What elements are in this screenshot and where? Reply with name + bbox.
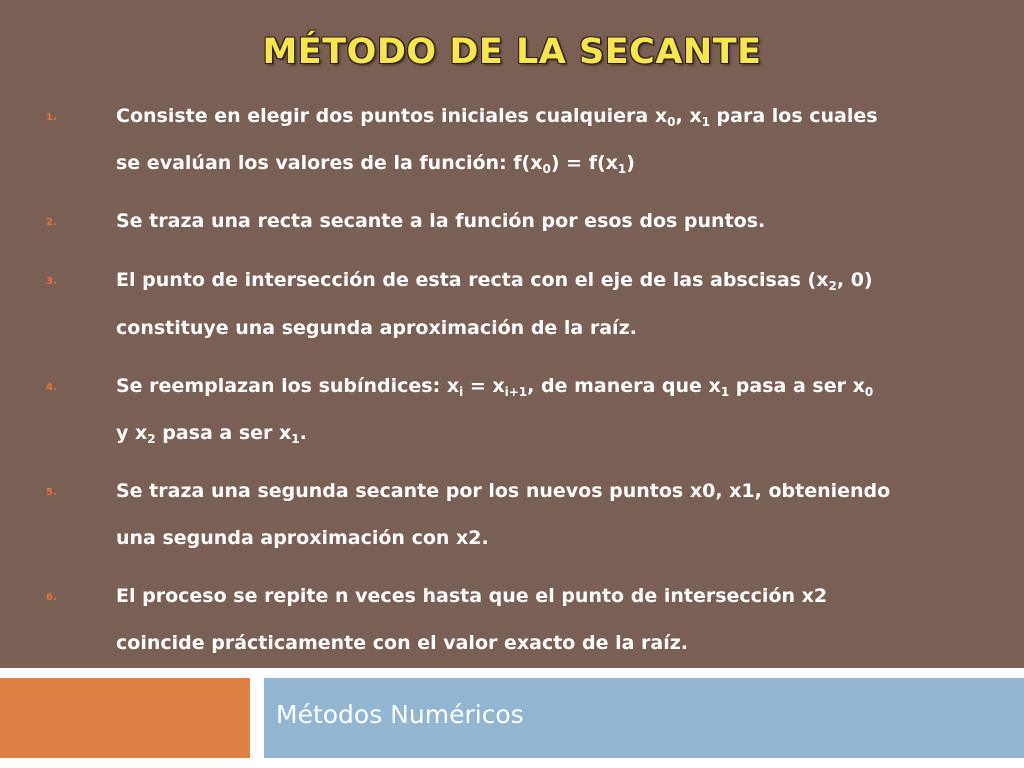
item-line: una segunda aproximación con x2. [116,527,489,549]
list-number: 3. [46,276,57,287]
footer-label: Métodos Numéricos [276,700,524,729]
item-line: Se traza una recta secante a la función por esos dos puntos. [116,210,766,232]
item-line: coincide prácticamente con el valor exacto de la raíz. [116,632,688,654]
list-number: 1. [46,112,57,123]
item-line: se evalúan los valores de la función: $f(x_0) = f(x_1)$ [116,152,635,176]
item-line: constituye una segunda aproximación de la raíz. [116,317,637,339]
list-number: 5. [46,487,57,498]
footer-accent-block [0,678,250,758]
list-number: 6. [46,592,57,603]
item-line: y $x_2$ pasa a ser $x_1$. [116,422,307,446]
item-line: Se traza una segunda secante por los nuevos puntos x0, x1, obteniendo [116,480,891,502]
list-number: 4. [46,382,57,393]
list-number: 2. [46,217,57,228]
slide-title: MÉTODO DE LA SECANTE [262,32,762,72]
item-line: Se reemplazan los subíndices: $x_i = x_{i+1}$, de manera que $x_1$ pasa a ser $x_0$ [116,375,874,399]
item-line: El proceso se repite n veces hasta que el punto de intersección x2 [116,585,828,607]
item-line: Consiste en elegir dos puntos iniciales cualquiera $x_0$, $x_1$ para los cuales [116,105,878,129]
item-line: El punto de intersección de esta recta con el eje de las abscisas ($x_2$, 0) [116,269,873,293]
